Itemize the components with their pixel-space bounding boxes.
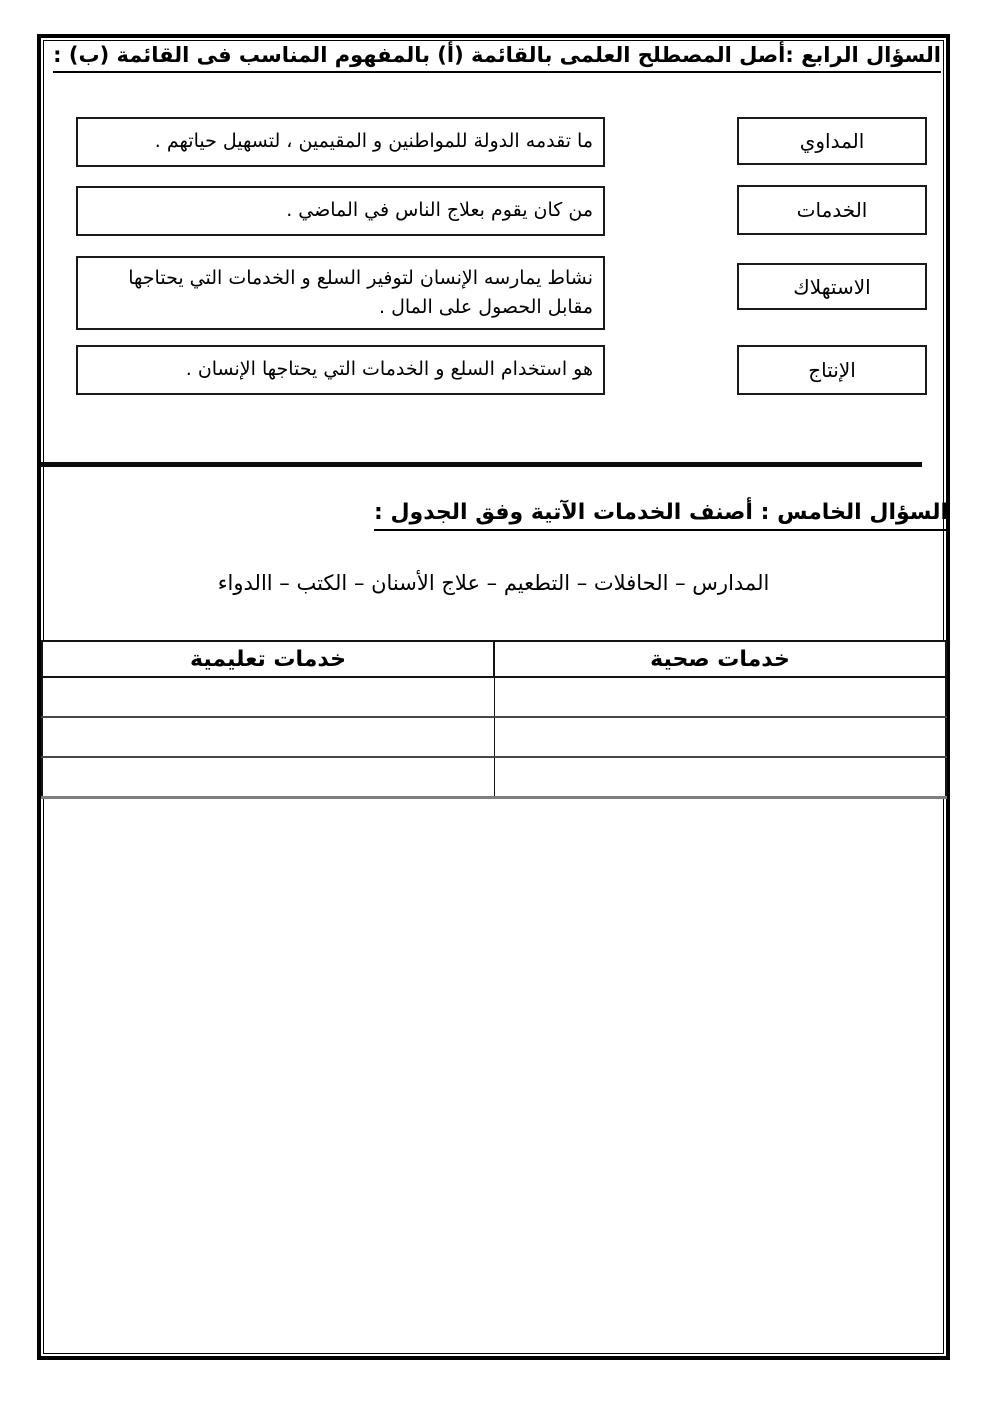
section-divider (41, 462, 922, 467)
definition-box-consumption (76, 345, 605, 395)
classification-table (41, 640, 947, 799)
question5-title-text: السؤال الخامس : أصنف الخدمات الآتية وفق الجدول : (374, 500, 948, 531)
question5-title (374, 500, 948, 531)
term-text: الخدمات (796, 198, 868, 222)
table-header-row (42, 641, 946, 677)
answer-cell-education (42, 717, 494, 757)
answer-cell-health (494, 757, 946, 797)
definition-text: ما تقدمه الدولة للمواطنين و المقيمين ، لتسهيل حياتهم . (154, 130, 593, 153)
answer-cell-health (494, 677, 946, 717)
definition-text: هو استخدام السلع و الخدمات التي يحتاجها الإنسان . (185, 358, 593, 381)
term-text: المداوي (799, 129, 865, 153)
term-text: الاستهلاك (793, 274, 871, 299)
question4-title-text: السؤال الرابع :أصل المصطلح العلمى بالقائمة (أ) بالمفهوم المناسب فى القائمة (ب) : (53, 43, 941, 73)
table-row (42, 757, 946, 797)
term-box-healer (737, 117, 927, 165)
term-box-services (737, 185, 927, 235)
answer-cell-health (494, 717, 946, 757)
term-text: الإنتاج (808, 358, 856, 382)
table-header-health-services: خدمات صحية (494, 641, 946, 677)
answer-cell-education (42, 677, 494, 717)
table-row (42, 677, 946, 717)
definition-box-healer (76, 186, 605, 236)
definition-text: من كان يقوم بعلاج الناس في الماضي . (286, 199, 593, 222)
answer-cell-education (42, 757, 494, 797)
definition-box-services (76, 117, 605, 167)
term-box-consumption (737, 263, 927, 310)
definition-text: نشاط يمارسه الإنسان لتوفير السلع و الخدمات التي يحتاجها مقابل الحصول على المال . (128, 266, 593, 318)
services-to-classify: المدارس – الحافلات – التطعيم – علاج الأسنان – الكتب – االدواء (217, 571, 770, 595)
term-box-production (737, 345, 927, 395)
question4-title (53, 43, 941, 73)
page-border-frame (37, 34, 950, 1360)
table-header-education-services: خدمات تعليمية (42, 641, 494, 677)
table-row (42, 717, 946, 757)
definition-box-production (76, 256, 605, 330)
